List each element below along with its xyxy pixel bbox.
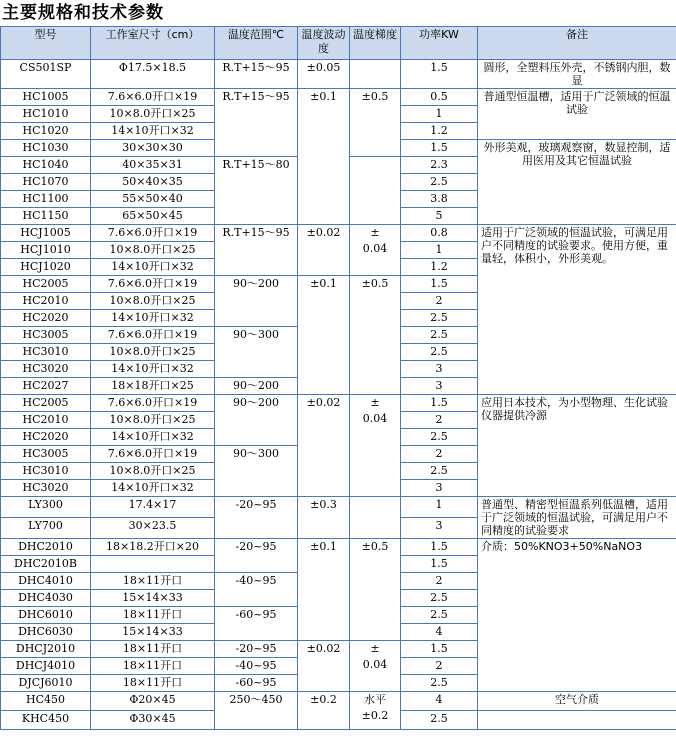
header-temp-fluctuation: 温度波动度	[298, 27, 350, 60]
temp-gradient-cell: ± 0.04	[350, 395, 401, 497]
power-cell: 2.5	[401, 174, 478, 191]
spec-table	[0, 26, 676, 730]
model-cell: HC2020	[1, 310, 91, 327]
power-cell: 2	[401, 573, 478, 590]
model-cell: DHC6010	[1, 607, 91, 624]
page-title: 主要规格和技术参数	[2, 3, 164, 23]
power-cell: 3	[401, 378, 478, 395]
chamber-size-cell: 10×8.0开口×25	[91, 106, 215, 123]
power-cell: 1	[401, 497, 478, 518]
table-row	[1, 395, 676, 412]
power-cell: 1.5	[401, 140, 478, 157]
temp-range-cell: -40~95	[215, 573, 298, 607]
temp-fluctuation-cell: ±0.02	[298, 641, 350, 692]
power-cell: 3	[401, 361, 478, 378]
chamber-size-cell: 15×14×33	[91, 624, 215, 641]
power-cell: 2.5	[401, 590, 478, 607]
chamber-size-cell: 18×11开口	[91, 573, 215, 590]
chamber-size-cell: Φ17.5×18.5	[91, 60, 215, 89]
power-cell: 2.5	[401, 607, 478, 624]
chamber-size-cell: 7.6×6.0开口×19	[91, 395, 215, 412]
temp-gradient-cell: ± 0.04	[350, 641, 401, 692]
power-cell: 2	[401, 293, 478, 310]
chamber-size-cell: 14×10开口×32	[91, 429, 215, 446]
model-cell: LY700	[1, 518, 91, 539]
power-cell: 1.2	[401, 123, 478, 140]
model-cell: HC1020	[1, 123, 91, 140]
power-cell: 2	[401, 658, 478, 675]
model-cell: HCJ1005	[1, 225, 91, 242]
chamber-size-cell: 7.6×6.0开口×19	[91, 89, 215, 106]
model-cell: CS501SP	[1, 60, 91, 89]
model-cell: HC1030	[1, 140, 91, 157]
model-cell: HC3005	[1, 446, 91, 463]
chamber-size-cell: 14×10开口×32	[91, 361, 215, 378]
header-power: 功率KW	[401, 27, 478, 60]
model-cell: DHC6030	[1, 624, 91, 641]
model-cell: HC2010	[1, 293, 91, 310]
chamber-size-cell: 15×14×33	[91, 590, 215, 607]
chamber-size-cell: 14×10开口×32	[91, 123, 215, 140]
temp-gradient-cell	[350, 157, 401, 225]
power-cell: 1.5	[401, 641, 478, 658]
temp-gradient-cell	[350, 497, 401, 539]
remarks-cell: 普通型恒温槽，适用于广泛领域的恒温试验	[478, 89, 676, 140]
model-cell: DJCJ6010	[1, 675, 91, 692]
model-cell: DHCJ2010	[1, 641, 91, 658]
power-cell: 1	[401, 242, 478, 259]
temp-fluctuation-cell: ±0.1	[298, 539, 350, 641]
power-cell: 1.5	[401, 556, 478, 573]
chamber-size-cell: 17.4×17	[91, 497, 215, 518]
chamber-size-cell: 18×11开口	[91, 607, 215, 624]
table-row	[1, 692, 676, 711]
power-cell: 2.3	[401, 157, 478, 174]
table-row	[1, 225, 676, 242]
chamber-size-cell: 7.6×6.0开口×19	[91, 446, 215, 463]
header-model: 型号	[1, 27, 91, 60]
temp-range-cell: R.T+15～80	[215, 157, 298, 225]
temp-fluctuation-cell: ±0.3	[298, 497, 350, 539]
chamber-size-cell: 18×11开口	[91, 675, 215, 692]
power-cell: 0.5	[401, 89, 478, 106]
chamber-size-cell: 18×18开口×25	[91, 378, 215, 395]
power-cell: 2.5	[401, 463, 478, 480]
remarks-cell: 外形美观，玻璃观察窗，数显控制，适用医用及其它恒温试验	[478, 140, 676, 225]
temp-range-cell: R.T+15～95	[215, 89, 298, 157]
chamber-size-cell: 30×30×30	[91, 140, 215, 157]
model-cell: KHC450	[1, 711, 91, 730]
model-cell: HC450	[1, 692, 91, 711]
model-cell: HC2005	[1, 276, 91, 293]
remarks-cell: 空气介质	[478, 692, 676, 711]
model-cell: HC1005	[1, 89, 91, 106]
model-cell: HC1150	[1, 208, 91, 225]
power-cell: 2	[401, 412, 478, 429]
temp-fluctuation-cell: ±0.02	[298, 395, 350, 497]
model-cell: HC2020	[1, 429, 91, 446]
chamber-size-cell: 14×10开口×32	[91, 259, 215, 276]
chamber-size-cell: 7.6×6.0开口×19	[91, 327, 215, 344]
power-cell: 2.5	[401, 429, 478, 446]
power-cell: 3	[401, 518, 478, 539]
temp-gradient-cell: ± 0.04	[350, 225, 401, 276]
model-cell: HC2005	[1, 395, 91, 412]
model-cell: HC3010	[1, 463, 91, 480]
table-row	[1, 89, 676, 106]
chamber-size-cell: 14×10开口×32	[91, 480, 215, 497]
chamber-size-cell: 10×8.0开口×25	[91, 344, 215, 361]
temp-range-cell: 90～200	[215, 276, 298, 327]
temp-gradient-cell: ±0.5	[350, 276, 401, 395]
temp-gradient-cell	[350, 60, 401, 89]
temp-range-cell: -60~95	[215, 675, 298, 692]
power-cell: 3.8	[401, 191, 478, 208]
temp-range-cell: 90～200	[215, 395, 298, 446]
model-cell: LY300	[1, 497, 91, 518]
remarks-cell	[478, 711, 676, 730]
header-remarks: 备注	[478, 27, 676, 60]
remarks-cell: 应用日本技术，为小型物理、生化试验仪器提供冷源	[478, 395, 676, 497]
remarks-cell: 适用于广泛领域的恒温试验，可满足用户不同精度的试验要求。使用方便，重量轻，体积小，外形美观。	[478, 225, 676, 395]
model-cell: HC1040	[1, 157, 91, 174]
chamber-size-cell: 7.6×6.0开口×19	[91, 225, 215, 242]
model-cell: HC1070	[1, 174, 91, 191]
temp-range-cell: -20~95	[215, 641, 298, 658]
chamber-size-cell: 65×50×45	[91, 208, 215, 225]
chamber-size-cell: 50×40×35	[91, 174, 215, 191]
chamber-size-cell: Φ20×45	[91, 692, 215, 711]
remarks-cell: 普通型、精密型恒温系列低温槽，适用于广泛领域的恒温试验，可满足用户不同精度的试验要求	[478, 497, 676, 539]
model-cell: HC1100	[1, 191, 91, 208]
power-cell: 3	[401, 480, 478, 497]
power-cell: 2.5	[401, 711, 478, 730]
power-cell: 0.8	[401, 225, 478, 242]
power-cell: 1.5	[401, 395, 478, 412]
model-cell: HC1010	[1, 106, 91, 123]
model-cell: HC2010	[1, 412, 91, 429]
model-cell: DHC4030	[1, 590, 91, 607]
temp-fluctuation-cell: ±0.1	[298, 89, 350, 225]
model-cell: HC2027	[1, 378, 91, 395]
temp-range-cell: R.T+15～95	[215, 225, 298, 276]
chamber-size-cell: 14×10开口×32	[91, 310, 215, 327]
power-cell: 1.5	[401, 539, 478, 556]
model-cell: HC3010	[1, 344, 91, 361]
table-row	[1, 539, 676, 556]
chamber-size-cell: 7.6×6.0开口×19	[91, 276, 215, 293]
chamber-size-cell: Φ30×45	[91, 711, 215, 730]
header-temp-range: 温度范围℃	[215, 27, 298, 60]
model-cell: HC3020	[1, 480, 91, 497]
chamber-size-cell: 18×11开口	[91, 641, 215, 658]
chamber-size-cell: 40×35×31	[91, 157, 215, 174]
chamber-size-cell: 55×50×40	[91, 191, 215, 208]
chamber-size-cell: 10×8.0开口×25	[91, 242, 215, 259]
chamber-size-cell: 10×8.0开口×25	[91, 412, 215, 429]
power-cell: 4	[401, 624, 478, 641]
power-cell: 5	[401, 208, 478, 225]
temp-range-cell: R.T+15～95	[215, 60, 298, 89]
model-cell: HC3005	[1, 327, 91, 344]
model-cell: DHC4010	[1, 573, 91, 590]
model-cell: HCJ1020	[1, 259, 91, 276]
power-cell: 2.5	[401, 327, 478, 344]
power-cell: 2	[401, 446, 478, 463]
header-temp-gradient: 温度梯度	[350, 27, 401, 60]
temp-fluctuation-cell: ±0.1	[298, 276, 350, 395]
power-cell: 1.5	[401, 276, 478, 293]
chamber-size-cell: 18×18.2开口×20	[91, 539, 215, 556]
temp-range-cell: 250～450	[215, 692, 298, 730]
chamber-size-cell: 10×8.0开口×25	[91, 293, 215, 310]
remarks-cell: 介质：50%KNO3+50%NaNO3	[478, 539, 676, 692]
model-cell: DHC2010B	[1, 556, 91, 573]
chamber-size-cell: 18×11开口	[91, 658, 215, 675]
temp-range-cell: 90～300	[215, 446, 298, 497]
power-cell: 1.2	[401, 259, 478, 276]
temp-range-cell: -20~95	[215, 497, 298, 539]
temp-range-cell: -40~95	[215, 658, 298, 675]
model-cell: HCJ1010	[1, 242, 91, 259]
model-cell: DHCJ4010	[1, 658, 91, 675]
model-cell: DHC2010	[1, 539, 91, 556]
temp-fluctuation-cell: ±0.05	[298, 60, 350, 89]
temp-gradient-cell: ±0.5	[350, 539, 401, 641]
temp-fluctuation-cell: ±0.2	[298, 692, 350, 730]
chamber-size-cell: 10×8.0开口×25	[91, 463, 215, 480]
temp-range-cell: 90～300	[215, 327, 298, 378]
power-cell: 1.5	[401, 60, 478, 89]
temp-range-cell: -60~95	[215, 607, 298, 641]
table-row	[1, 60, 676, 89]
temp-gradient-cell: ±0.5	[350, 89, 401, 157]
power-cell: 2.5	[401, 344, 478, 361]
temp-gradient-cell: 水平 ±0.2	[350, 692, 401, 730]
remarks-cell: 圆形，全塑料压外壳，不锈钢内胆，数显	[478, 60, 676, 89]
header-row	[1, 27, 676, 60]
temp-range-cell: 90～200	[215, 378, 298, 395]
temp-fluctuation-cell: ±0.02	[298, 225, 350, 276]
table-row	[1, 497, 676, 518]
chamber-size-cell: 30×23.5	[91, 518, 215, 539]
temp-range-cell: -20~95	[215, 539, 298, 573]
power-cell: 1	[401, 106, 478, 123]
chamber-size-cell	[91, 556, 215, 573]
power-cell: 4	[401, 692, 478, 711]
header-chamber-size: 工作室尺寸（cm）	[91, 27, 215, 60]
power-cell: 2.5	[401, 310, 478, 327]
model-cell: HC3020	[1, 361, 91, 378]
power-cell: 2.5	[401, 675, 478, 692]
